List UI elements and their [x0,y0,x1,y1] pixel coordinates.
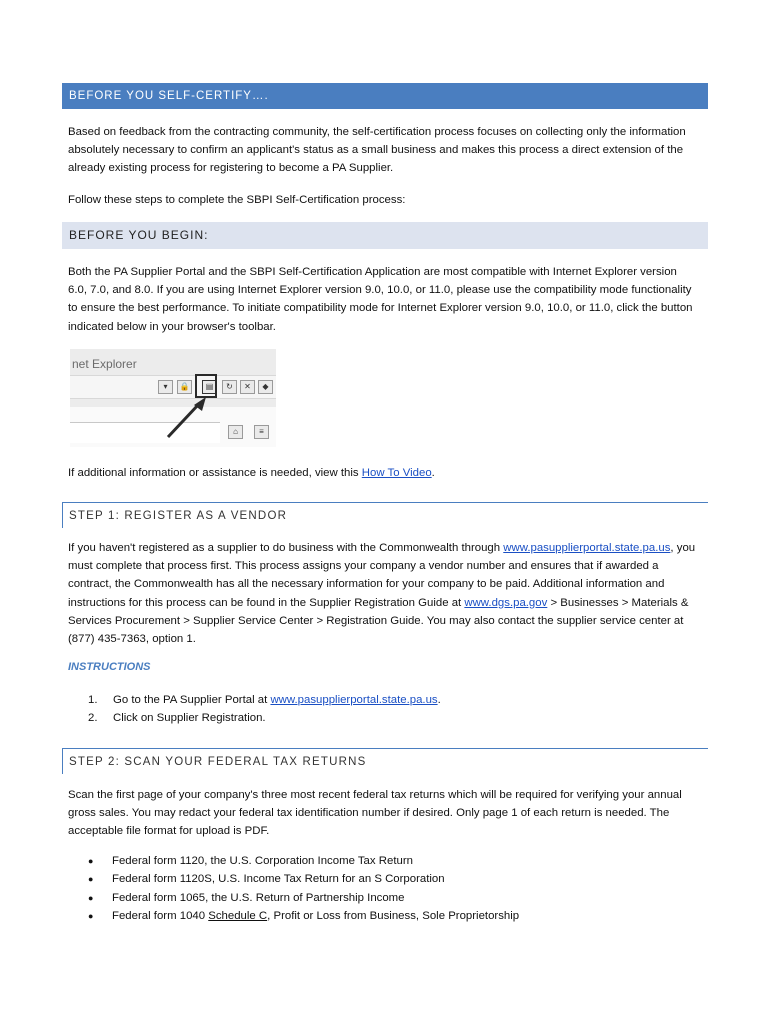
section-header-before-begin: BEFORE YOU BEGIN: [62,222,708,249]
schedule-c-text: Schedule C [208,910,268,923]
step1-paragraph: If you haven't registered as a supplier to do business with the Commonwealth through www.pasupplierportal.state.pa.us, you must complete that process first. This process assigns your company a vendor number and ensures that if awarded a contract, the Commonwealth has all the necessary information for your company to be paid. Additional information and instructions for this process can be found in the Supplier Registration Guide at www.dgs.pa.gov > Businesses > Materials & Services Procurement > Supplier Service Center > Registration Guide. You may also contact the supplier service center at (877) 435-7363, option 1. [68,542,696,646]
bullet-icon: ● [88,874,94,885]
compatibility-toolbar-image [70,349,276,447]
step2-paragraph: Scan the first page of your company's three most recent federal tax returns which will be required for verifying your annual gross sales. You may redact your federal tax identification number if desired. Only page 1 of each return is needed. The acceptable file format for upload is PDF. [68,789,682,838]
list-item: 1. Go to the PA Supplier Portal at www.pasupplierportal.state.pa.us. [88,694,441,706]
instructions-label: INSTRUCTIONS [68,661,151,673]
bullet-icon: ● [88,856,94,866]
section-header-step2: STEP 2: SCAN YOUR FEDERAL TAX RETURNS [62,748,708,774]
search-provider-icon: ◆ [258,380,273,394]
feeds-icon: ≡ [254,425,269,439]
supplier-portal-link[interactable]: www.pasupplierportal.state.pa.us [270,694,438,706]
intro-paragraph: Based on feedback from the contracting community, the self-certification process focuses on collecting only the information absolutely necessary to confirm an applicant's status as a small business and makes this process a direct extension of the already existing process for registering to become a PA Supplier. [68,126,686,175]
dgs-link[interactable]: www.dgs.pa.gov [464,596,548,609]
follow-steps-paragraph: Follow these steps to complete the SBPI Self-Certification process: [68,194,406,206]
home-icon: ⌂ [228,425,243,439]
refresh-icon: ↻ [222,380,237,394]
list-item: ● Federal form 1040 Schedule C, Profit or Loss from Business, Sole Proprietorship [88,907,519,925]
instructions-list [88,691,441,728]
stop-icon: ✕ [240,380,255,394]
bullet-icon: ● [88,911,94,922]
browser-compat-paragraph: Both the PA Supplier Portal and the SBPI Self-Certification Application are most compatible with Internet Explorer version 6.0, 7.0, and 8.0. If you are using Internet Explorer version 9.0, 10.0, or 11.0, please use the compatibility mode functionality to ensure the best performance. To initiate compatibility mode for Internet Explorer version 9.0, 10.0, or 11.0, click the button indicated below in your browser's toolbar. [68,266,693,333]
help-video-paragraph: If additional information or assistance is needed, view this How To Video. [68,467,435,479]
list-item: ● Federal form 1065, the U.S. Return of Partnership Income [88,889,519,907]
section-header-before-self-certify: BEFORE YOU SELF-CERTIFY…. [62,83,708,109]
supplier-portal-link[interactable]: www.pasupplierportal.state.pa.us [503,542,671,554]
pointer-arrow-icon [70,349,276,447]
section-header-step1: STEP 1: REGISTER AS A VENDOR [62,502,708,528]
compatibility-view-icon: ▤ [202,380,217,394]
list-item: ● Federal form 1120S, U.S. Income Tax Return for an S Corporation [88,870,519,888]
lock-icon: 🔒 [177,380,192,394]
how-to-video-link[interactable]: How To Video [361,467,432,479]
list-item: ● Federal form 1120, the U.S. Corporation Income Tax Return [88,852,519,870]
dropdown-arrow-icon: ▾ [158,380,173,394]
toolbar-title: net Explorer [72,357,137,371]
list-item: 2. Click on Supplier Registration. [88,712,266,725]
tax-forms-list [88,852,519,926]
bullet-icon: ● [88,892,94,903]
